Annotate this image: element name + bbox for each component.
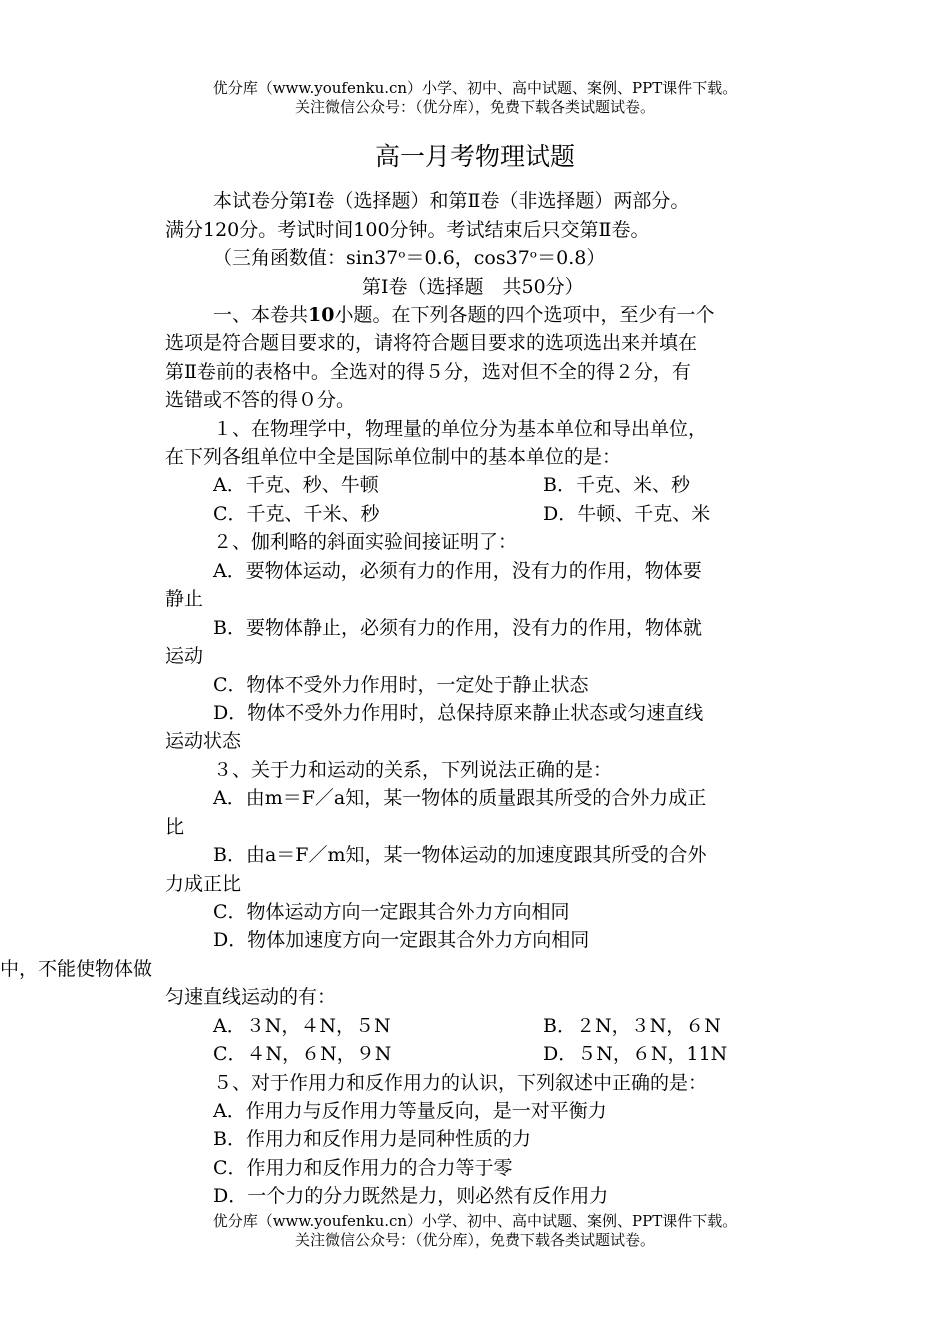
q1-stem-line-1: １、在物理学中，物理量的单位分为基本单位和导出单位， (213, 418, 708, 440)
instructions-line-2: 选项是符合题目要求的，请将符合题目要求的选项选出来并填在 (165, 332, 698, 354)
q3-option-b-line-2: 力成正比 (165, 873, 242, 895)
q4-option-d: D．５N，６N，11N (543, 1043, 728, 1065)
question-count: 10 (308, 304, 335, 326)
q3-stem: ３、关于力和运动的关系，下列说法正确的是： (213, 759, 613, 781)
page-header (0, 79, 950, 117)
instructions-line-4: 选错或不答的得０分。 (165, 389, 356, 411)
instructions-prefix: 一、本卷共 (213, 304, 309, 326)
q1-option-c: C．千克、千米、秒 (213, 503, 380, 525)
trig-values: （三角函数值：sin37ᵒ＝0.6，cos37ᵒ＝0.8） (213, 247, 606, 269)
intro-line-1: 本试卷分第Ⅰ卷（选择题）和第Ⅱ卷（非选择题）两部分。 (213, 190, 690, 212)
instructions-line-3: 第Ⅱ卷前的表格中。全选对的得５分，选对但不全的得２分，有 (165, 361, 691, 383)
q4-option-b: B．２N，３N，６N (543, 1015, 721, 1037)
q5-option-d: D．一个力的分力既然是力，则必然有反作用力 (213, 1185, 609, 1207)
q4-stem-fragment: 中，不能使物体做 (0, 958, 153, 980)
instructions-suffix: 小题。在下列各题的四个选项中，至少有一个 (334, 304, 715, 326)
q5-option-a: A．作用力与反作用力等量反向，是一对平衡力 (213, 1100, 607, 1122)
header-line-2: 关注微信公众号：（优分库），免费下载各类试题试卷。 (294, 98, 655, 116)
q2-option-c: C．物体不受外力作用时，一定处于静止状态 (213, 674, 589, 696)
q2-stem: ２、伽利略的斜面实验间接证明了： (213, 531, 518, 553)
q5-option-b: B．作用力和反作用力是同种性质的力 (213, 1128, 531, 1150)
footer-line-2: 关注微信公众号：（优分库），免费下载各类试题试卷。 (294, 1231, 655, 1249)
page-footer (0, 1212, 950, 1250)
q2-option-b-line-1: B．要物体静止，必须有力的作用，没有力的作用，物体就 (213, 617, 702, 639)
instructions-line-1 (213, 301, 714, 329)
header-line-1: 优分库（www.youfenku.cn）小学、初中、高中试题、案例、PPT课件下载。 (212, 79, 738, 97)
q2-option-d-line-1: D．物体不受外力作用时，总保持原来静止状态或匀速直线 (213, 702, 704, 724)
page-title: 高一月考物理试题 (374, 142, 575, 171)
q3-option-b-line-1: B．由a＝F／m知，某一物体运动的加速度跟其所受的合外 (213, 844, 707, 866)
intro-line-2: 满分120分。考试时间100分钟。考试结束后只交第Ⅱ卷。 (165, 219, 650, 241)
q1-stem-line-2: 在下列各组单位中全是国际单位制中的基本单位的是： (165, 446, 622, 468)
q2-option-a-line-1: A．要物体运动，必须有力的作用，没有力的作用，物体要 (213, 560, 702, 582)
q3-option-a-line-1: A．由m＝F／a知，某一物体的质量跟其所受的合外力成正 (213, 787, 707, 809)
q1-option-b: B．千克、米、秒 (543, 474, 690, 496)
q3-option-a-line-2: 比 (165, 816, 185, 838)
q2-option-d-line-2: 运动状态 (165, 730, 242, 752)
q5-option-c: C．作用力和反作用力的合力等于零 (213, 1157, 513, 1179)
section-title: 第Ⅰ卷（选择题 共50分） (362, 276, 584, 298)
q5-stem: ５、对于作用力和反作用力的认识，下列叙述中正确的是： (213, 1072, 708, 1094)
q2-option-a-line-2: 静止 (165, 588, 204, 610)
q4-option-a: A．３N，４N，５N (213, 1015, 391, 1037)
q1-option-d: D．牛顿、千克、米 (543, 503, 711, 525)
q3-option-c: C．物体运动方向一定跟其合外力方向相同 (213, 901, 570, 923)
q2-option-b-line-2: 运动 (165, 645, 204, 667)
footer-line-1: 优分库（www.youfenku.cn）小学、初中、高中试题、案例、PPT课件下载。 (212, 1212, 738, 1230)
q1-option-a: A．千克、秒、牛顿 (213, 474, 379, 496)
q3-option-d: D．物体加速度方向一定跟其合外力方向相同 (213, 929, 590, 951)
q4-option-c: C．４N，６N，９N (213, 1043, 392, 1065)
q4-stem-line-2: 匀速直线运动的有： (165, 986, 337, 1008)
